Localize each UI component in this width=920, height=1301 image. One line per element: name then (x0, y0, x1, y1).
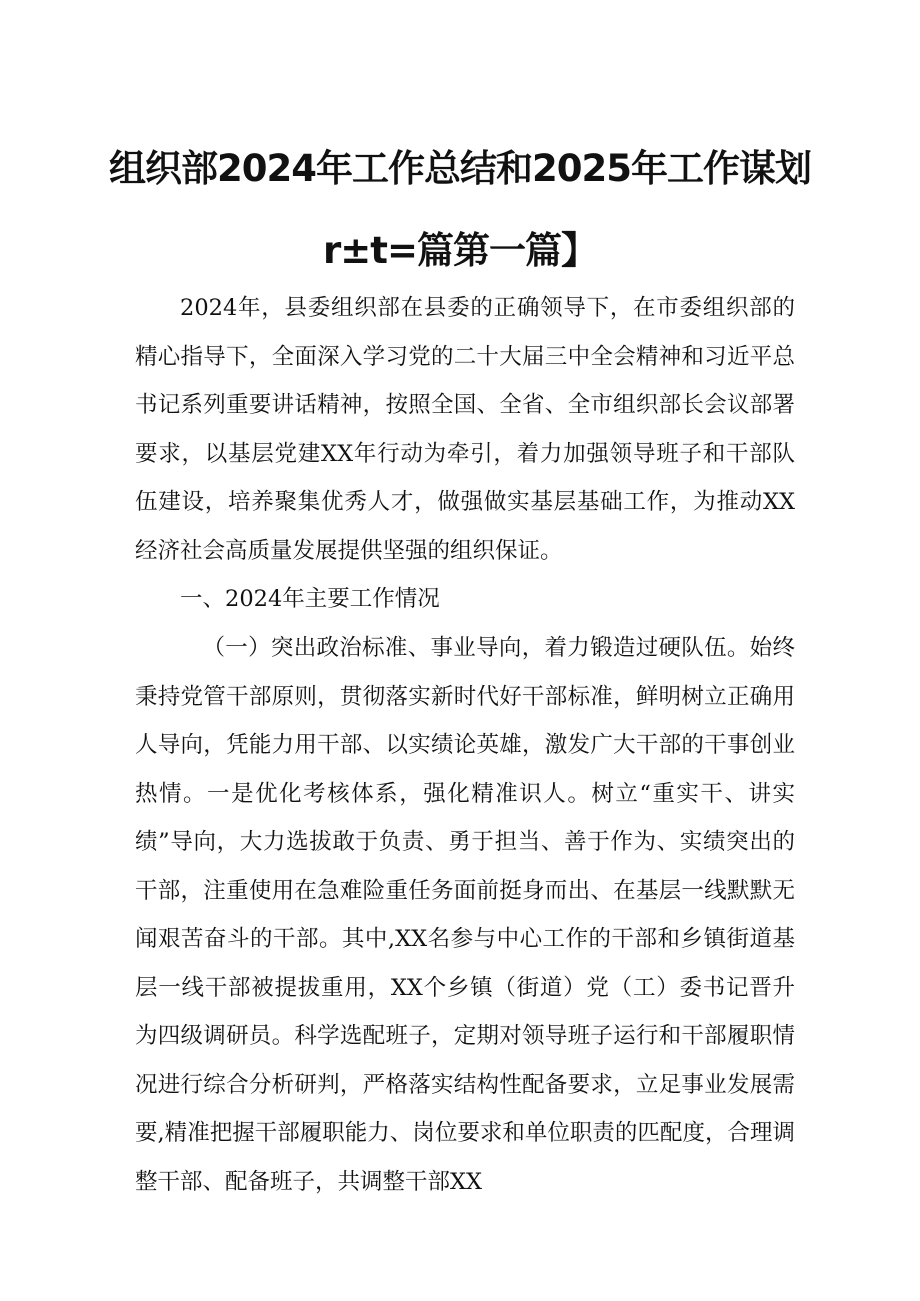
document-title-line-2: r±t=篇第一篇】 (323, 229, 597, 272)
document-title-line-1: 组织部2024年工作总结和2025年工作谋划 (109, 147, 811, 190)
intro-paragraph: 2024年，县委组织部在县委的正确领导下，在市委组织部的精心指导下，全面深入学习党的二十大届三中全会精神和习近平总书记系列重要讲话精神，按照全国、全省、全市组织部长会议部署要求，以基层党建XX年行动为牵引，着力加强领导班子和干部队伍建设，培养聚集优秀人才，做强做实基层基础工作，为推动XX经济社会高质量发展提供坚强的组织保证。 (135, 295, 795, 564)
section-paragraph: （一）突出政治标准、事业导向，着力锻造过硬队伍。始终秉持党管干部原则，贯彻落实新时代好干部标准，鲜明树立正确用人导向，凭能力用干部、以实绩论英雄，激发广大干部的干事创业热情。一是优化考核体系，强化精准识人。树立“重实干、讲实绩”导向，大力选拔敢于负责、勇于担当、善于作为、实绩突出的干部，注重使用在急难险重任务面前挺身而出、在基层一线默默无闻艰苦奋斗的干部。其中,XX名参与中心工作的干部和乡镇街道基层一线干部被提拔重用，XX个乡镇（街道）党（工）委书记晋升为四级调研员。科学选配班子，定期对领导班子运行和干部履职情况进行综合分析研判，严格落实结构性配备要求，立足事业发展需要,精准把握干部履职能力、岗位要求和单位职责的匹配度，合理调整干部、配备班子，共调整干部XX (135, 635, 795, 1195)
section-heading: 一、2024年主要工作情况 (180, 586, 440, 612)
